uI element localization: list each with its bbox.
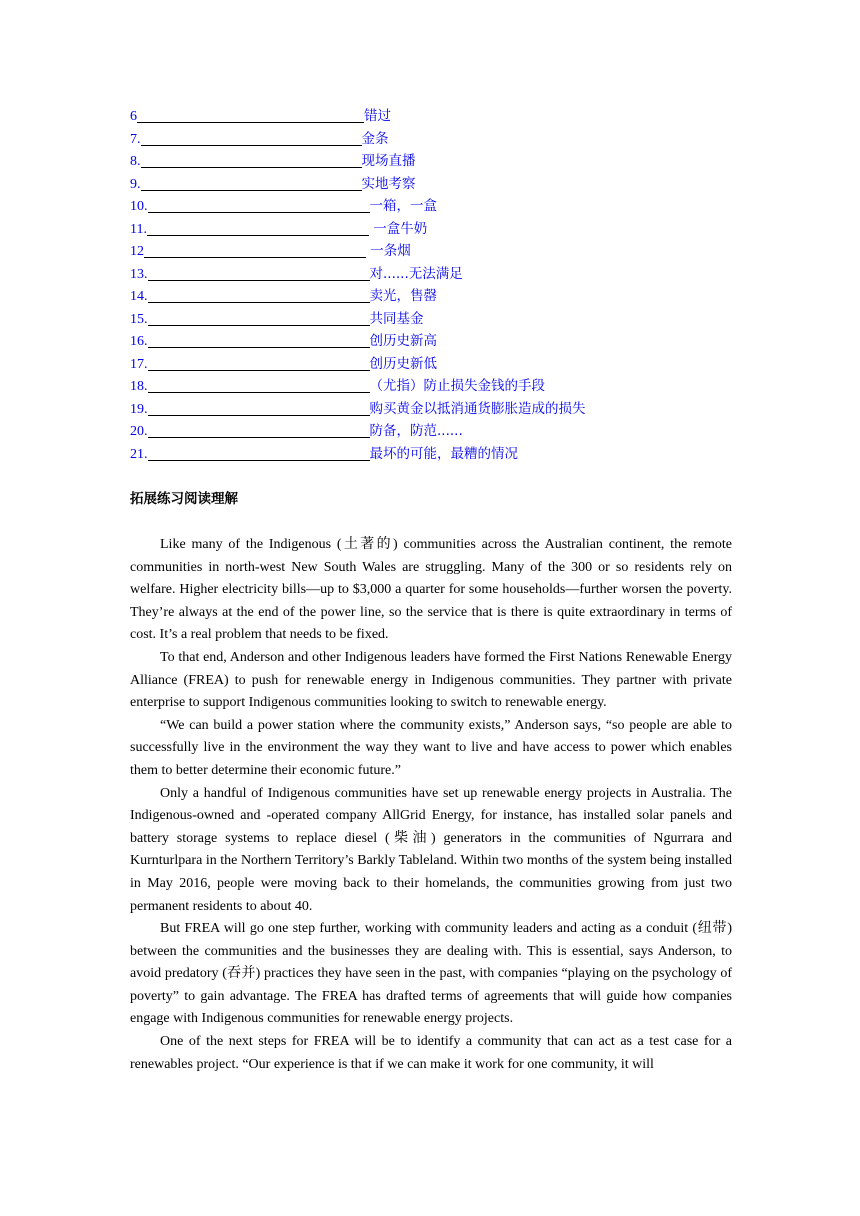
vocab-meaning: 购买黄金以抵消通货膨胀造成的损失	[369, 400, 586, 417]
vocab-meaning: 一条烟	[366, 243, 411, 259]
vocab-meaning: 错过	[364, 108, 391, 124]
vocab-meaning: 创历史新高	[369, 333, 437, 349]
answer-blank[interactable]	[148, 356, 370, 371]
answer-blank[interactable]	[141, 131, 362, 146]
vocab-number: 12	[130, 244, 144, 259]
vocab-meaning: 一盒牛奶	[368, 220, 428, 237]
passage-paragraph: But FREA will go one step further, working with community leaders and acting as a conduit (纽带) between the communities and the businesses they are dealing with. This is essential, says Anderson, to avoid predatory (吞并) practices they have seen in the past, with companies “playing on the psychology of poverty” to gain advantage. The FREA has drafted terms of agreements that will guide how companies engage with Indigenous communities for renewable energy projects.	[130, 921, 732, 1027]
answer-blank[interactable]	[148, 446, 370, 461]
answer-blank[interactable]	[148, 423, 370, 438]
vocab-meaning: 共同基金	[369, 310, 424, 327]
answer-blank[interactable]	[148, 266, 370, 281]
vocab-number: 15.	[130, 311, 148, 327]
vocab-meaning: 对......无法满足	[369, 265, 463, 282]
answer-blank[interactable]	[144, 243, 366, 258]
vocab-number: 21.	[130, 446, 148, 462]
vocab-item	[130, 218, 732, 241]
vocab-meaning: 最坏的可能，最糟的情况	[369, 445, 518, 462]
vocab-item	[130, 240, 732, 263]
vocab-item	[130, 285, 732, 308]
vocab-number: 11.	[130, 221, 147, 237]
vocab-number: 13.	[130, 266, 148, 282]
answer-blank[interactable]	[137, 108, 364, 123]
vocab-meaning: 一箱，一盒	[369, 198, 437, 214]
vocab-number: 7.	[130, 131, 141, 147]
vocab-number: 16.	[130, 334, 148, 349]
answer-blank[interactable]	[141, 176, 362, 191]
answer-blank[interactable]	[141, 153, 362, 168]
answer-blank[interactable]	[148, 311, 370, 326]
vocab-item	[130, 105, 732, 128]
passage-paragraph: Like many of the Indigenous (土著的) communities across the Australian continent, the remote communities in north-west New South Wales are struggling. Many of the 300 or so residents rely on welfare. Higher electricity bills—up to $3,000 a quarter for some households—further worsen the poverty. They’re always at the end of the power line, so the service that is there is quite extraordinary in terms of cost. It’s a real problem that needs to be fixed.	[130, 537, 732, 643]
vocab-number: 9.	[130, 176, 141, 192]
vocab-number: 19.	[130, 401, 148, 417]
reading-passage	[130, 534, 732, 1076]
vocab-item	[130, 330, 732, 353]
vocab-number: 8.	[130, 154, 141, 169]
vocab-item	[130, 263, 732, 286]
vocab-item	[130, 398, 732, 421]
vocab-list	[130, 105, 732, 465]
vocab-meaning: 卖光，售罄	[369, 288, 437, 304]
vocab-meaning: 现场直播	[361, 153, 416, 169]
vocab-number: 20.	[130, 424, 148, 439]
passage-paragraph: One of the next steps for FREA will be to identify a community that can act as a test case for a renewables project. “Our experience is that if we can make it work for one community, it will	[130, 1034, 732, 1072]
vocab-meaning: 金条	[361, 130, 389, 147]
vocab-meaning: 防备，防范......	[369, 423, 463, 439]
vocab-number: 14.	[130, 289, 148, 304]
vocab-item	[130, 150, 732, 173]
vocab-meaning: 实地考察	[361, 175, 416, 192]
vocab-number: 6	[130, 109, 137, 124]
vocab-item	[130, 443, 732, 466]
passage-paragraph: Only a handful of Indigenous communities have set up renewable energy projects in Australia. The Indigenous-owned and -operated company AllGrid Energy, for instance, has installed solar panels and battery storage systems to replace diesel (柴油) generators in the communities of Ngurrara and Kurnturlpara in the Northern Territory’s Barkly Tableland. Within two months of the system being installed in May 2016, people were moving back to their homelands, the communities growing from just two permanent residents to about 40.	[130, 785, 732, 914]
vocab-item	[130, 375, 732, 398]
answer-blank[interactable]	[148, 401, 370, 416]
answer-blank[interactable]	[148, 378, 370, 393]
answer-blank[interactable]	[148, 333, 370, 348]
vocab-meaning: （尤指）防止损失金钱的手段	[369, 378, 545, 394]
passage-paragraph: “We can build a power station where the community exists,” Anderson says, “so people are able to successfully live in the environment the way they want to live and have access to power which enables them to better determine their economic future.”	[130, 717, 732, 778]
section-title: 拓展练习阅读理解	[130, 491, 238, 507]
vocab-meaning: 创历史新低	[369, 355, 437, 372]
vocab-item	[130, 173, 732, 196]
vocab-number: 18.	[130, 379, 148, 394]
passage-paragraph: To that end, Anderson and other Indigenous leaders have formed the First Nations Renewable Energy Alliance (FREA) to push for renewable energy in Indigenous communities. They partner with private enterprise to support Indigenous communities looking to switch to renewable energy.	[130, 649, 732, 711]
vocab-number: 10.	[130, 199, 148, 214]
vocab-item	[130, 308, 732, 331]
answer-blank[interactable]	[148, 198, 370, 213]
answer-blank[interactable]	[147, 221, 369, 236]
answer-blank[interactable]	[148, 288, 370, 303]
vocab-item	[130, 195, 732, 218]
vocab-item	[130, 420, 732, 443]
vocab-number: 17.	[130, 356, 148, 372]
vocab-item	[130, 128, 732, 151]
vocab-item	[130, 353, 732, 376]
